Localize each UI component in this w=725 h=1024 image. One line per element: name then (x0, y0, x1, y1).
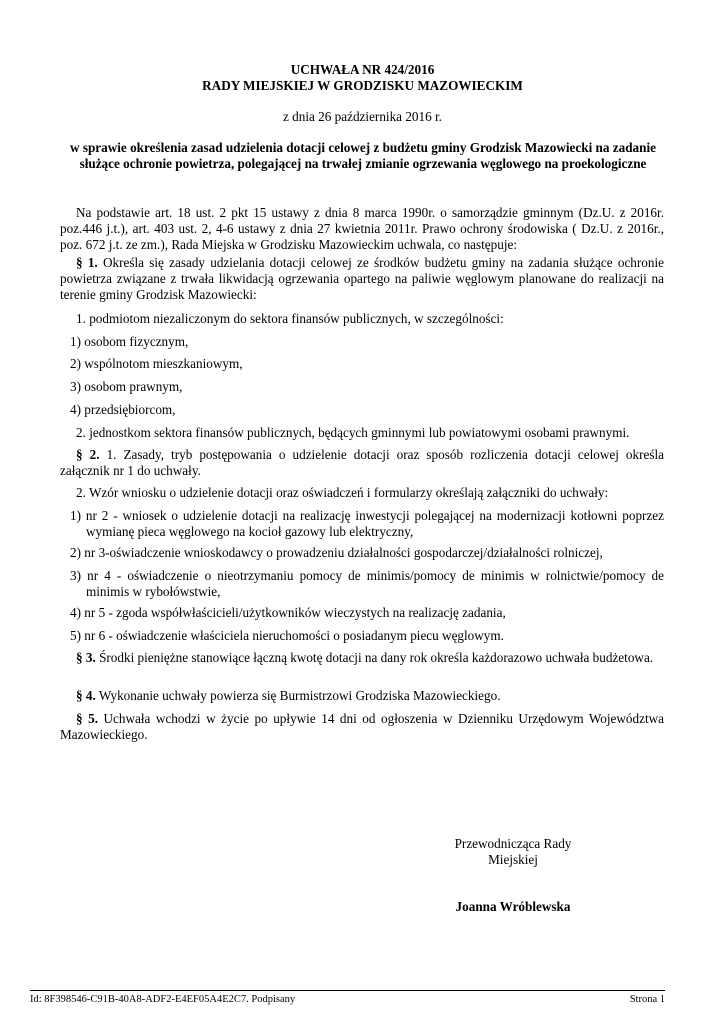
paragraph-5 (60, 711, 664, 743)
paragraph-1 (60, 255, 664, 303)
list-item: 2) nr 3-oświadczenie wnioskodawcy o prowadzeniu działalności gospodarczej/działalności rolniczej, (70, 545, 603, 560)
list-item: 4) nr 5 - zgoda współwłaścicieli/użytkowników wieczystych na realizację zadania, (70, 605, 506, 620)
signature-role-line-1: Przewodnicząca Rady (454, 836, 572, 851)
paragraph-5-text: Uchwała wchodzi w życie po upływie 14 dni od ogłoszenia w Dzienniku Urzędowym Województwa Mazowieckiego. (60, 711, 665, 742)
paragraph-3 (60, 650, 664, 666)
footer-divider (30, 990, 665, 991)
paragraph-4-text: Wykonanie uchwały powierza się Burmistrzowi Grodziska Mazowieckiego. (95, 688, 501, 703)
paragraph-1-label: § 1. (76, 255, 98, 270)
list-item: 4) przedsiębiorcom, (70, 402, 176, 417)
paragraph-1-point-2: 2. jednostkom sektora finansów publicznych, będących gminnymi lub powiatowymi osobami prawnymi. (76, 425, 630, 440)
paragraph-4-label: § 4. (76, 688, 96, 703)
paragraph-3-text: Środki pieniężne stanowiące łączną kwotę dotacji na dany rok określa każdorazowo uchwała budżetowa. (95, 650, 654, 665)
resolution-date: z dnia 26 października 2016 r. (283, 109, 442, 124)
paragraph-2-text: 1. Zasady, tryb postępowania o udzielenie dotacji oraz sposób rozliczenia dotacji celowej określa załącznik nr 1 do uchwały. (60, 447, 664, 478)
list-item: 2) wspólnotom mieszkaniowym, (70, 356, 243, 371)
paragraph-2-label: § 2. (76, 447, 100, 462)
signature-role-line-2: Miejskiej (488, 852, 538, 867)
paragraph-2-point-2: 2. Wzór wniosku o udzielenie dotacji oraz oświadczeń i formularzy określają załączniki do uchwały: (76, 485, 609, 500)
list-item: 3) nr 4 - oświadczenie o nieotrzymaniu pomocy de minimis/pomocy de minimis w rolnictwie/pomocy de minimis w rybołówstwie, (70, 568, 664, 599)
council-name: RADY MIEJSKIEJ W GRODZISKU MAZOWIECKIM (202, 78, 523, 93)
paragraph-3-label: § 3. (76, 650, 96, 665)
list-item: 5) nr 6 - oświadczenie właściciela nieruchomości o posiadanym piecu węglowym. (70, 628, 504, 643)
paragraph-1-point-1: 1. podmiotom niezaliczonym do sektora finansów publicznych, w szczególności: (76, 311, 504, 326)
list-item: 1) nr 2 - wniosek o udzielenie dotacji na realizację inwestycji polegającej na modernizacji kotłowni poprzez wymianę pieca węglowego na kocioł gazowy lub elektryczny, (70, 508, 664, 539)
paragraph-1-text: Określa się zasady udzielania dotacji celowej ze środków budżetu gminy na zadania służące ochronie powietrza związane z trwała likwidacją ogrzewania opartego na paliwie węglowym planowane do realizacji na terenie gminy Grodzisk Mazowiecki: (60, 255, 664, 302)
list-item: 3) osobom prawnym, (70, 379, 183, 394)
paragraph-5-label: § 5. (76, 711, 99, 726)
page-number: Strona 1 (629, 994, 665, 1005)
resolution-number: UCHWAŁA NR 424/2016 (290, 62, 435, 77)
preamble: Na podstawie art. 18 ust. 2 pkt 15 ustawy z dnia 8 marca 1990r. o samorządzie gminnym (Dz.U. z 2016r. poz.446 j.t.), art. 403 ust. 2, 4-6 ustawy z dnia 27 kwietnia 2011r. Prawo ochrony środowiska ( Dz.U. z 2016r., poz. 672 j.t. ze zm.), Rada Miejska w Grodzisku Mazowieckim uchwala, co następuje: (60, 205, 664, 252)
subject-line-2: służące ochronie powietrza, polegającej na trwałej zmianie ogrzewania węglowego na proekologiczne (79, 156, 647, 171)
signatory-name: Joanna Wróblewska (455, 899, 571, 914)
list-item: 1) osobom fizycznym, (70, 334, 189, 349)
paragraph-4 (60, 688, 664, 704)
subject-line-1: w sprawie określenia zasad udzielenia dotacji celowej z budżetu gminy Grodzisk Mazowiecki na zadanie (70, 140, 656, 155)
paragraph-2 (60, 447, 664, 479)
document-id: Id: 8F398546-C91B-40A8-ADF2-E4EF05A4E2C7. Podpisany (30, 994, 296, 1005)
